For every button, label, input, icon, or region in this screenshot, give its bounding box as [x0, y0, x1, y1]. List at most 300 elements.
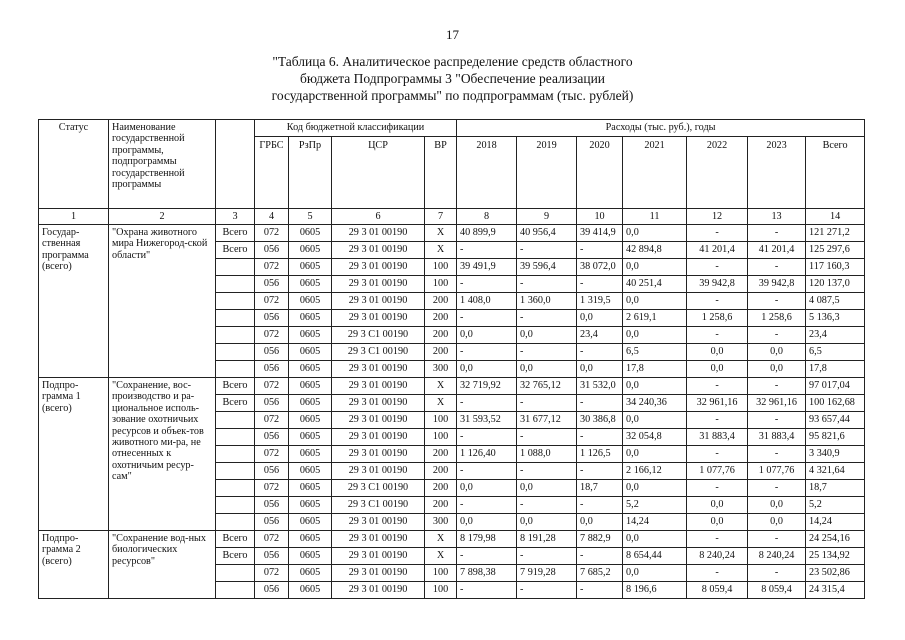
- grbs-cell: 056: [255, 310, 289, 327]
- header-name: Наименование государственной программы, подпрограммы государственной программы: [109, 120, 216, 209]
- value-2020: 1 319,5: [577, 293, 623, 310]
- value-total: 5 136,3: [806, 310, 865, 327]
- value-2019: 0,0: [517, 480, 577, 497]
- value-2019: 0,0: [517, 361, 577, 378]
- row-label: [216, 446, 255, 463]
- value-total: 6,5: [806, 344, 865, 361]
- value-2021: 0,0: [623, 293, 687, 310]
- header-row-1: [39, 120, 865, 137]
- value-2018: -: [457, 310, 517, 327]
- value-2019: -: [517, 344, 577, 361]
- value-total: 4 321,64: [806, 463, 865, 480]
- value-2022: 1 258,6: [687, 310, 748, 327]
- vr-cell: Х: [425, 395, 457, 412]
- rzpr-cell: 0605: [289, 327, 332, 344]
- csr-cell: 29 3 01 00190: [332, 412, 425, 429]
- row-label: [216, 497, 255, 514]
- value-2023: -: [748, 259, 806, 276]
- value-2023: -: [748, 446, 806, 463]
- row-label: Всего: [216, 531, 255, 548]
- header-2019: 2019: [517, 137, 577, 209]
- value-total: 14,24: [806, 514, 865, 531]
- header-2023: 2023: [748, 137, 806, 209]
- value-2023: 0,0: [748, 514, 806, 531]
- csr-cell: 29 3 01 00190: [332, 395, 425, 412]
- title-line-1: "Таблица 6. Аналитическое распределение средств областного: [272, 54, 633, 69]
- value-2018: 0,0: [457, 327, 517, 344]
- grbs-cell: 056: [255, 463, 289, 480]
- value-2018: 1 408,0: [457, 293, 517, 310]
- value-2020: 0,0: [577, 514, 623, 531]
- value-2022: 8 240,24: [687, 548, 748, 565]
- header-grbs: ГРБС: [255, 137, 289, 209]
- header-rzpr: РзПр: [289, 137, 332, 209]
- value-2022: 0,0: [687, 514, 748, 531]
- value-2022: 0,0: [687, 344, 748, 361]
- value-2019: -: [517, 582, 577, 599]
- header-vr: ВР: [425, 137, 457, 209]
- csr-cell: 29 3 01 00190: [332, 259, 425, 276]
- value-2020: 39 414,9: [577, 225, 623, 242]
- grbs-cell: 056: [255, 242, 289, 259]
- csr-cell: 29 3 С1 00190: [332, 344, 425, 361]
- value-2023: 32 961,16: [748, 395, 806, 412]
- value-2020: 0,0: [577, 310, 623, 327]
- value-total: 120 137,0: [806, 276, 865, 293]
- value-2020: -: [577, 548, 623, 565]
- value-2019: -: [517, 310, 577, 327]
- value-2022: 0,0: [687, 497, 748, 514]
- csr-cell: 29 3 01 00190: [332, 514, 425, 531]
- value-2018: 39 491,9: [457, 259, 517, 276]
- value-2023: -: [748, 531, 806, 548]
- table-title: [190, 53, 715, 104]
- row-label: [216, 327, 255, 344]
- vr-cell: 300: [425, 361, 457, 378]
- value-total: 117 160,3: [806, 259, 865, 276]
- vr-cell: 200: [425, 327, 457, 344]
- table-row: [39, 378, 865, 395]
- csr-cell: 29 3 С1 00190: [332, 327, 425, 344]
- vr-cell: Х: [425, 242, 457, 259]
- column-number: 10: [577, 209, 623, 225]
- vr-cell: 100: [425, 429, 457, 446]
- row-label: [216, 259, 255, 276]
- row-label: Всего: [216, 242, 255, 259]
- row-label: Всего: [216, 378, 255, 395]
- value-2018: -: [457, 548, 517, 565]
- value-2019: -: [517, 242, 577, 259]
- csr-cell: 29 3 01 00190: [332, 531, 425, 548]
- grbs-cell: 072: [255, 259, 289, 276]
- rzpr-cell: 0605: [289, 582, 332, 599]
- value-total: 97 017,04: [806, 378, 865, 395]
- title-line-2: бюджета Подпрограммы 3 "Обеспечение реализации: [299, 71, 606, 86]
- budget-table: [38, 119, 865, 599]
- vr-cell: 200: [425, 480, 457, 497]
- grbs-cell: 056: [255, 548, 289, 565]
- status-cell: Подпро-грамма 1 (всего): [39, 378, 109, 531]
- rzpr-cell: 0605: [289, 276, 332, 293]
- value-2021: 0,0: [623, 446, 687, 463]
- row-label: Всего: [216, 548, 255, 565]
- csr-cell: 29 3 01 00190: [332, 378, 425, 395]
- value-2023: -: [748, 293, 806, 310]
- row-label: Всего: [216, 225, 255, 242]
- row-label: [216, 565, 255, 582]
- value-2018: 0,0: [457, 514, 517, 531]
- value-2021: 17,8: [623, 361, 687, 378]
- value-2023: -: [748, 480, 806, 497]
- header-expenses-group: Расходы (тыс. руб.), годы: [457, 120, 865, 137]
- vr-cell: 200: [425, 446, 457, 463]
- value-2018: -: [457, 242, 517, 259]
- value-2022: -: [687, 480, 748, 497]
- value-total: 3 340,9: [806, 446, 865, 463]
- vr-cell: 100: [425, 582, 457, 599]
- grbs-cell: 072: [255, 225, 289, 242]
- column-number: 1: [39, 209, 109, 225]
- vr-cell: 200: [425, 310, 457, 327]
- value-2022: 31 883,4: [687, 429, 748, 446]
- rzpr-cell: 0605: [289, 225, 332, 242]
- value-2022: -: [687, 378, 748, 395]
- csr-cell: 29 3 С1 00190: [332, 480, 425, 497]
- value-2018: -: [457, 429, 517, 446]
- value-2023: -: [748, 327, 806, 344]
- rzpr-cell: 0605: [289, 446, 332, 463]
- value-2022: 32 961,16: [687, 395, 748, 412]
- value-2019: 8 191,28: [517, 531, 577, 548]
- value-2022: 39 942,8: [687, 276, 748, 293]
- value-2021: 0,0: [623, 225, 687, 242]
- value-2020: -: [577, 242, 623, 259]
- rzpr-cell: 0605: [289, 242, 332, 259]
- vr-cell: Х: [425, 548, 457, 565]
- row-label: [216, 276, 255, 293]
- vr-cell: Х: [425, 225, 457, 242]
- value-2020: 7 685,2: [577, 565, 623, 582]
- value-2022: -: [687, 225, 748, 242]
- rzpr-cell: 0605: [289, 463, 332, 480]
- rzpr-cell: 0605: [289, 293, 332, 310]
- value-2022: -: [687, 531, 748, 548]
- grbs-cell: 072: [255, 327, 289, 344]
- csr-cell: 29 3 01 00190: [332, 446, 425, 463]
- table-row: [39, 225, 865, 242]
- value-2020: 30 386,8: [577, 412, 623, 429]
- page-number: 17: [446, 27, 459, 42]
- value-total: 18,7: [806, 480, 865, 497]
- row-label: [216, 582, 255, 599]
- row-label: Всего: [216, 395, 255, 412]
- header-2021: 2021: [623, 137, 687, 209]
- header-code-group: Код бюджетной классификации: [255, 120, 457, 137]
- value-total: 4 087,5: [806, 293, 865, 310]
- header-2020: 2020: [577, 137, 623, 209]
- value-2018: -: [457, 344, 517, 361]
- vr-cell: Х: [425, 378, 457, 395]
- grbs-cell: 072: [255, 531, 289, 548]
- value-2020: -: [577, 497, 623, 514]
- value-2018: 31 593,52: [457, 412, 517, 429]
- row-label: [216, 344, 255, 361]
- value-2021: 34 240,36: [623, 395, 687, 412]
- value-2019: 1 360,0: [517, 293, 577, 310]
- value-total: 121 271,2: [806, 225, 865, 242]
- column-number: 3: [216, 209, 255, 225]
- value-2018: 0,0: [457, 361, 517, 378]
- grbs-cell: 072: [255, 293, 289, 310]
- value-2023: -: [748, 378, 806, 395]
- value-2020: 38 072,0: [577, 259, 623, 276]
- column-number: 7: [425, 209, 457, 225]
- vr-cell: 200: [425, 344, 457, 361]
- value-2023: -: [748, 565, 806, 582]
- column-number: 2: [109, 209, 216, 225]
- column-number: 11: [623, 209, 687, 225]
- value-2020: -: [577, 429, 623, 446]
- value-2021: 32 054,8: [623, 429, 687, 446]
- value-2018: 1 126,40: [457, 446, 517, 463]
- row-label: [216, 412, 255, 429]
- value-2019: -: [517, 429, 577, 446]
- value-2019: -: [517, 395, 577, 412]
- rzpr-cell: 0605: [289, 565, 332, 582]
- value-2019: -: [517, 548, 577, 565]
- value-2021: 0,0: [623, 412, 687, 429]
- value-2018: -: [457, 582, 517, 599]
- value-2022: -: [687, 565, 748, 582]
- value-total: 23 502,86: [806, 565, 865, 582]
- column-number: 4: [255, 209, 289, 225]
- value-total: 25 134,92: [806, 548, 865, 565]
- header-total: Всего: [806, 137, 865, 209]
- value-2021: 0,0: [623, 480, 687, 497]
- grbs-cell: 056: [255, 429, 289, 446]
- value-2023: 39 942,8: [748, 276, 806, 293]
- rzpr-cell: 0605: [289, 310, 332, 327]
- vr-cell: 300: [425, 514, 457, 531]
- value-2022: 41 201,4: [687, 242, 748, 259]
- value-total: 5,2: [806, 497, 865, 514]
- header-2022: 2022: [687, 137, 748, 209]
- vr-cell: 200: [425, 497, 457, 514]
- value-2022: 8 059,4: [687, 582, 748, 599]
- grbs-cell: 056: [255, 395, 289, 412]
- row-label: [216, 480, 255, 497]
- program-name-cell: "Сохранение вод-ных биологических ресурсов": [109, 531, 216, 599]
- value-2023: 8 059,4: [748, 582, 806, 599]
- value-2022: -: [687, 259, 748, 276]
- value-total: 23,4: [806, 327, 865, 344]
- value-2018: 8 179,98: [457, 531, 517, 548]
- value-2023: 0,0: [748, 344, 806, 361]
- vr-cell: 100: [425, 412, 457, 429]
- csr-cell: 29 3 01 00190: [332, 582, 425, 599]
- grbs-cell: 056: [255, 344, 289, 361]
- value-2022: -: [687, 327, 748, 344]
- table-row: [39, 531, 865, 548]
- value-total: 24 315,4: [806, 582, 865, 599]
- value-2020: -: [577, 276, 623, 293]
- vr-cell: 100: [425, 259, 457, 276]
- csr-cell: 29 3 01 00190: [332, 310, 425, 327]
- vr-cell: 200: [425, 463, 457, 480]
- value-2023: 1 077,76: [748, 463, 806, 480]
- rzpr-cell: 0605: [289, 378, 332, 395]
- column-number: 5: [289, 209, 332, 225]
- value-2019: 32 765,12: [517, 378, 577, 395]
- value-2023: -: [748, 225, 806, 242]
- row-label: [216, 514, 255, 531]
- value-2021: 5,2: [623, 497, 687, 514]
- rzpr-cell: 0605: [289, 548, 332, 565]
- value-total: 100 162,68: [806, 395, 865, 412]
- value-2020: 23,4: [577, 327, 623, 344]
- csr-cell: 29 3 01 00190: [332, 463, 425, 480]
- value-total: 95 821,6: [806, 429, 865, 446]
- value-2023: 0,0: [748, 497, 806, 514]
- value-2021: 0,0: [623, 531, 687, 548]
- grbs-cell: 072: [255, 565, 289, 582]
- grbs-cell: 056: [255, 582, 289, 599]
- value-2020: -: [577, 395, 623, 412]
- grbs-cell: 056: [255, 361, 289, 378]
- csr-cell: 29 3 01 00190: [332, 276, 425, 293]
- column-number: 6: [332, 209, 425, 225]
- value-2019: 1 088,0: [517, 446, 577, 463]
- rzpr-cell: 0605: [289, 412, 332, 429]
- value-total: 17,8: [806, 361, 865, 378]
- value-2023: 0,0: [748, 361, 806, 378]
- column-number: 13: [748, 209, 806, 225]
- value-2018: 40 899,9: [457, 225, 517, 242]
- value-2023: 8 240,24: [748, 548, 806, 565]
- vr-cell: Х: [425, 531, 457, 548]
- header-status: Статус: [39, 120, 109, 209]
- value-2021: 0,0: [623, 378, 687, 395]
- value-2021: 0,0: [623, 565, 687, 582]
- column-number: 8: [457, 209, 517, 225]
- header-2018: 2018: [457, 137, 517, 209]
- value-total: 93 657,44: [806, 412, 865, 429]
- value-2019: 0,0: [517, 514, 577, 531]
- rzpr-cell: 0605: [289, 361, 332, 378]
- value-2021: 2 166,12: [623, 463, 687, 480]
- csr-cell: 29 3 01 00190: [332, 361, 425, 378]
- rzpr-cell: 0605: [289, 259, 332, 276]
- value-2019: -: [517, 276, 577, 293]
- rzpr-cell: 0605: [289, 395, 332, 412]
- value-2020: -: [577, 463, 623, 480]
- grbs-cell: 056: [255, 514, 289, 531]
- program-name-cell: "Охрана животного мира Нижегород-ской области": [109, 225, 216, 378]
- grbs-cell: 072: [255, 412, 289, 429]
- rzpr-cell: 0605: [289, 497, 332, 514]
- value-2018: 32 719,92: [457, 378, 517, 395]
- value-total: 125 297,6: [806, 242, 865, 259]
- value-2018: -: [457, 463, 517, 480]
- csr-cell: 29 3 С1 00190: [332, 497, 425, 514]
- csr-cell: 29 3 01 00190: [332, 429, 425, 446]
- value-2018: 0,0: [457, 480, 517, 497]
- row-label: [216, 463, 255, 480]
- value-2021: 2 619,1: [623, 310, 687, 327]
- vr-cell: 100: [425, 565, 457, 582]
- value-2023: 1 258,6: [748, 310, 806, 327]
- vr-cell: 200: [425, 293, 457, 310]
- value-2021: 42 894,8: [623, 242, 687, 259]
- value-2023: 41 201,4: [748, 242, 806, 259]
- value-2023: 31 883,4: [748, 429, 806, 446]
- header-blank: [216, 120, 255, 209]
- value-2021: 8 196,6: [623, 582, 687, 599]
- value-2019: -: [517, 497, 577, 514]
- rzpr-cell: 0605: [289, 344, 332, 361]
- value-2020: -: [577, 344, 623, 361]
- value-2021: 14,24: [623, 514, 687, 531]
- rzpr-cell: 0605: [289, 480, 332, 497]
- value-2019: -: [517, 463, 577, 480]
- value-2020: 7 882,9: [577, 531, 623, 548]
- grbs-cell: 072: [255, 446, 289, 463]
- row-label: [216, 293, 255, 310]
- vr-cell: 100: [425, 276, 457, 293]
- value-2020: 0,0: [577, 361, 623, 378]
- column-number: 14: [806, 209, 865, 225]
- status-cell: Подпро-грамма 2 (всего): [39, 531, 109, 599]
- value-2021: 40 251,4: [623, 276, 687, 293]
- value-2022: 0,0: [687, 361, 748, 378]
- title-line-3: государственной программы" по подпрограммам (тыс. рублей): [271, 88, 634, 103]
- value-2021: 8 654,44: [623, 548, 687, 565]
- value-2019: 39 596,4: [517, 259, 577, 276]
- column-number: 12: [687, 209, 748, 225]
- value-total: 24 254,16: [806, 531, 865, 548]
- csr-cell: 29 3 01 00190: [332, 242, 425, 259]
- value-2020: 31 532,0: [577, 378, 623, 395]
- value-2023: -: [748, 412, 806, 429]
- rzpr-cell: 0605: [289, 429, 332, 446]
- value-2020: 18,7: [577, 480, 623, 497]
- value-2021: 6,5: [623, 344, 687, 361]
- value-2022: -: [687, 293, 748, 310]
- value-2019: 40 956,4: [517, 225, 577, 242]
- value-2020: -: [577, 582, 623, 599]
- value-2018: -: [457, 395, 517, 412]
- value-2022: -: [687, 446, 748, 463]
- value-2019: 31 677,12: [517, 412, 577, 429]
- grbs-cell: 072: [255, 480, 289, 497]
- value-2020: 1 126,5: [577, 446, 623, 463]
- row-label: [216, 429, 255, 446]
- row-label: [216, 361, 255, 378]
- grbs-cell: 056: [255, 497, 289, 514]
- value-2018: -: [457, 276, 517, 293]
- csr-cell: 29 3 01 00190: [332, 293, 425, 310]
- grbs-cell: 056: [255, 276, 289, 293]
- value-2022: -: [687, 412, 748, 429]
- column-numbers-row: [39, 209, 865, 225]
- value-2021: 0,0: [623, 327, 687, 344]
- value-2021: 0,0: [623, 259, 687, 276]
- rzpr-cell: 0605: [289, 514, 332, 531]
- value-2019: 7 919,28: [517, 565, 577, 582]
- column-number: 9: [517, 209, 577, 225]
- value-2022: 1 077,76: [687, 463, 748, 480]
- csr-cell: 29 3 01 00190: [332, 548, 425, 565]
